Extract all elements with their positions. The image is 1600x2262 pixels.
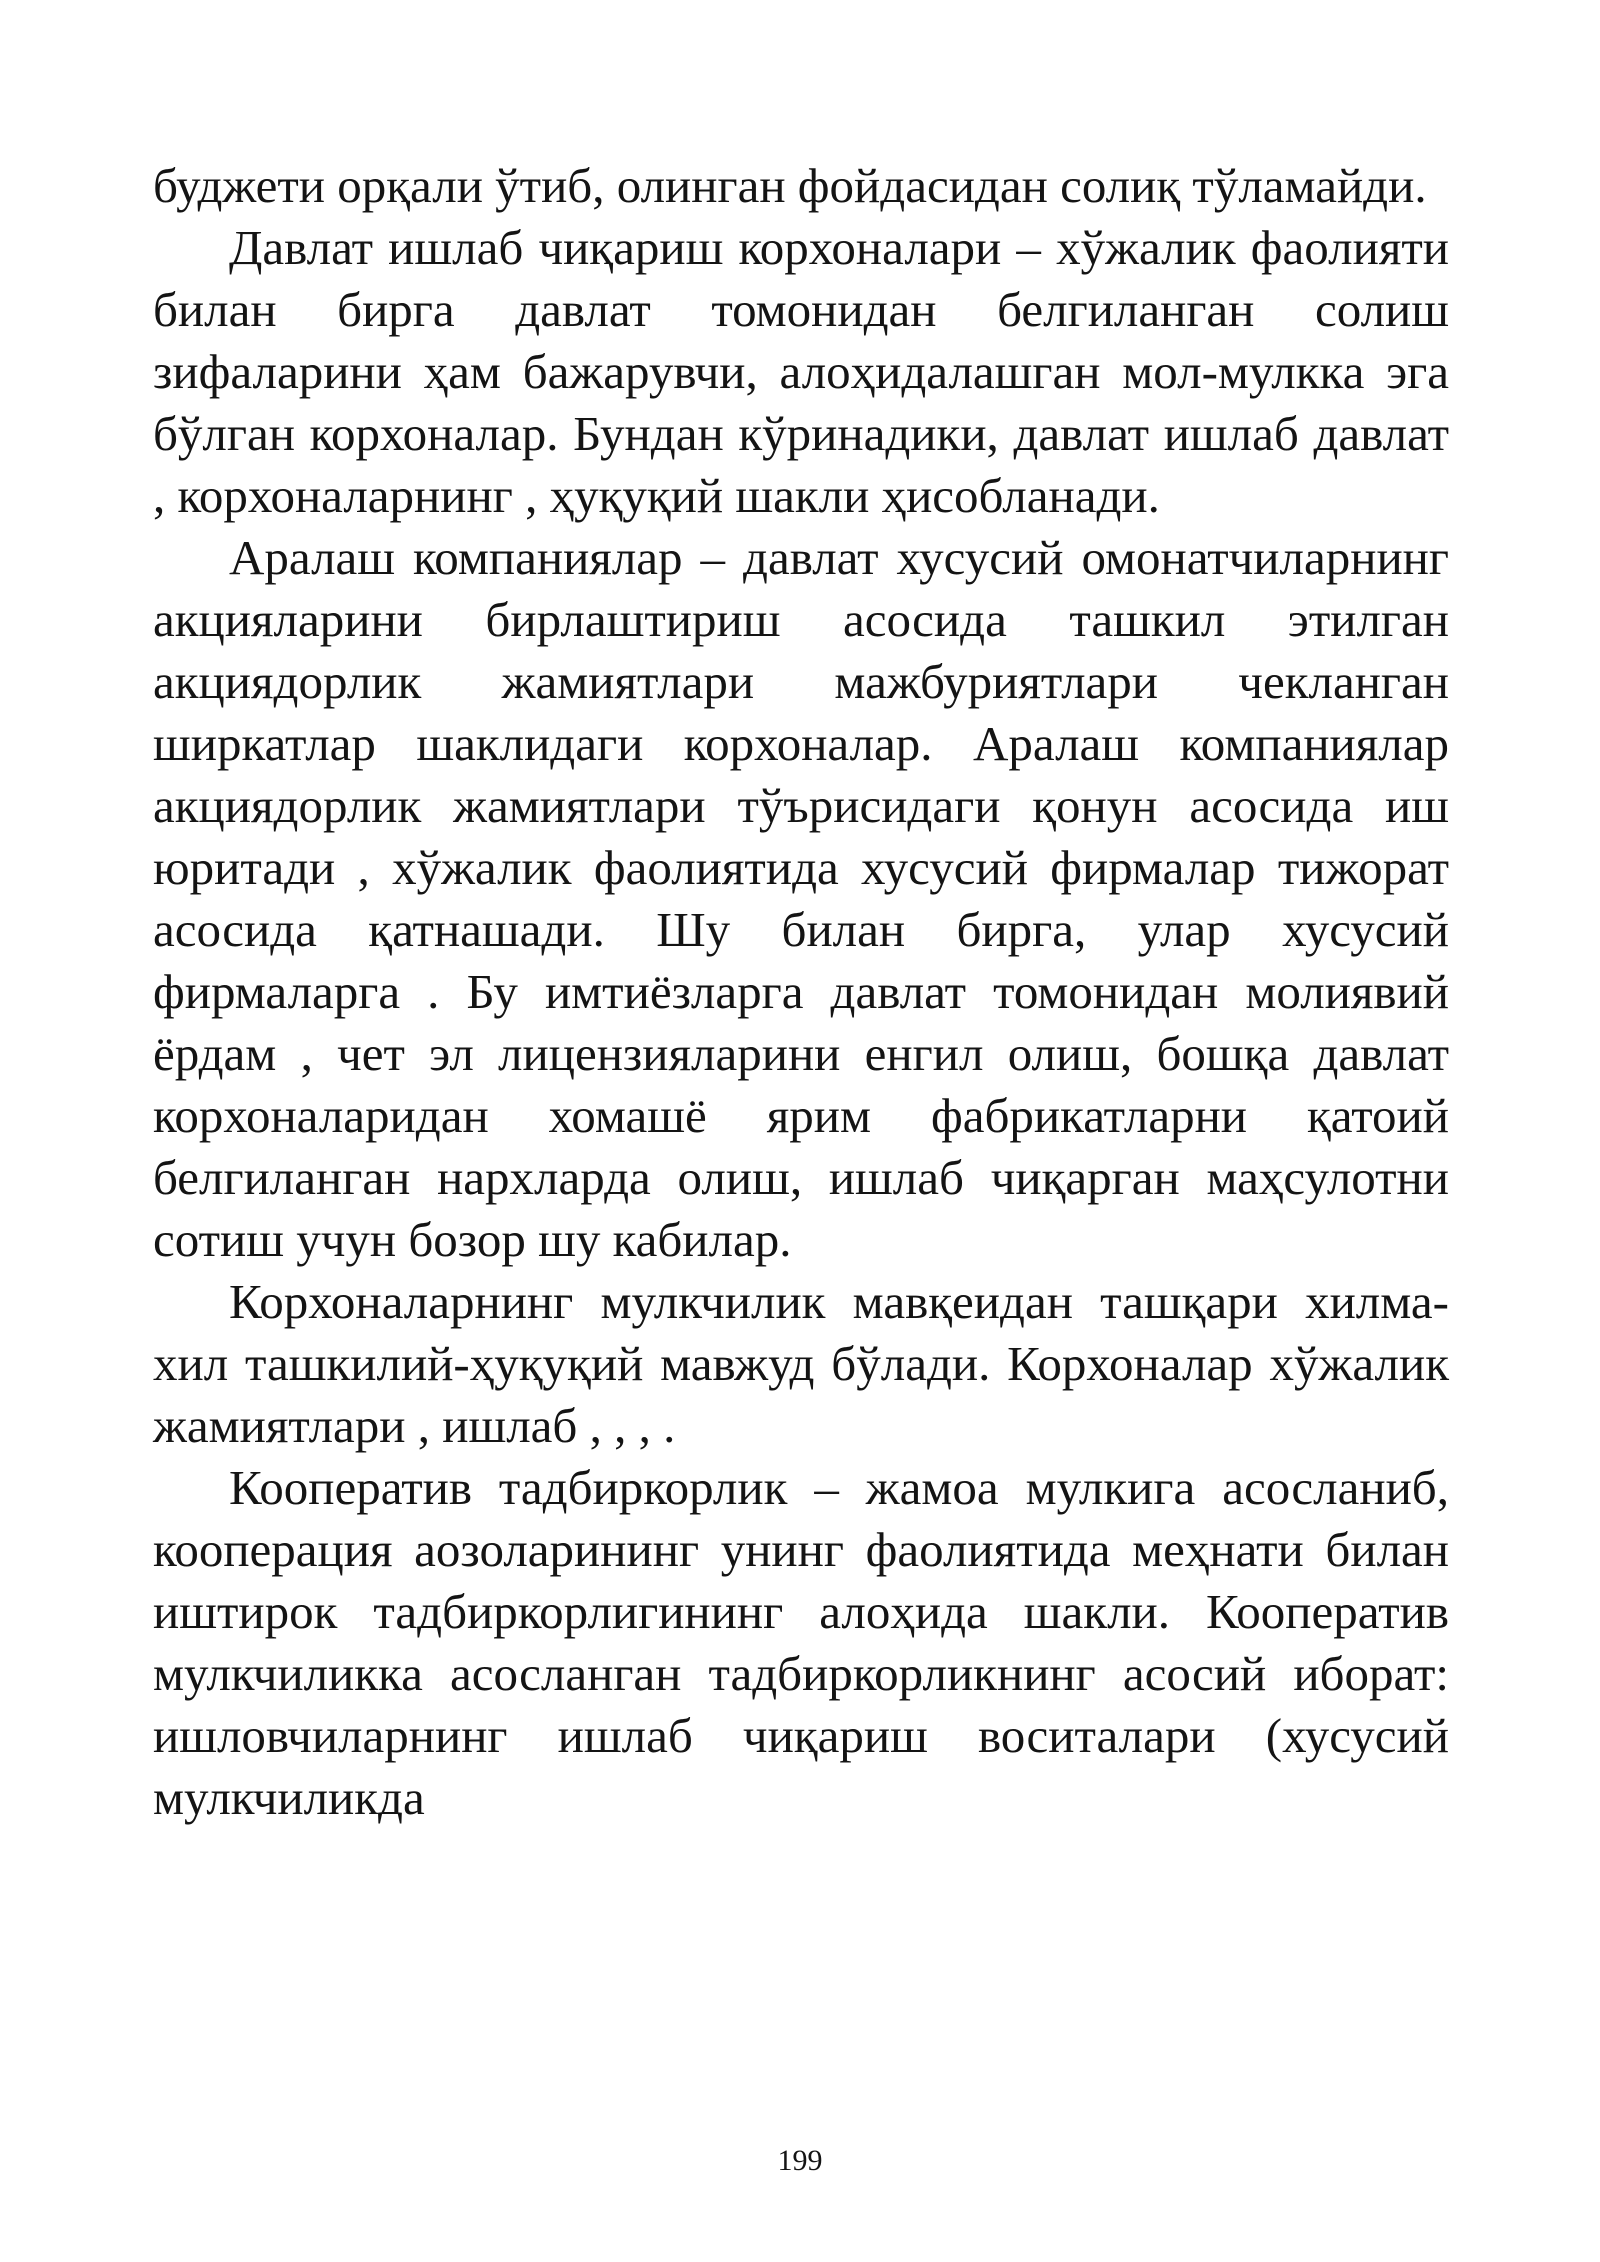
body-text: [153, 155, 1449, 1829]
paragraph-mixed-companies: Аралаш компаниялар – давлат хусусий омонатчиларнинг акцияларини бирлаштириш асосида ташкил этилган акциядорлик жамиятлари мажбуриятлари чекланган ширкатлар шаклидаги корхоналар. Аралаш компаниялар акциядорлик жамиятлари тўърисидаги қонун асосида иш юритади , хўжалик фаолиятида хусусий фирмалар тижорат асосида қатнашади. Шу билан бирга, улар хусусий фирмаларга . Бу имтиёзларга давлат томонидан молиявий ёрдам , чет эл лицензияларини енгил олиш, бошқа давлат корхоналаридан хомашё ярим фабрикатларни қатоий белгиланган нархларда олиш, ишлаб чиқарган маҳсулотни сотиш учун бозор шу кабилар.: [153, 530, 1449, 1267]
page-number: 199: [777, 2144, 823, 2177]
paragraph-legal-forms: Корхоналарнинг мулкчилик мавқеидан ташқари хилма-хил ташкилий-ҳуқуқий мавжуд бўлади. Корхоналар хўжалик жамиятлари , ишлаб , , , .: [153, 1274, 1449, 1453]
paragraph-cooperative: Кооператив тадбиркорлик – жамоа мулкига асосланиб, кооперация аозоларининг унинг фаолиятида меҳнати билан иштирок тадбиркорлигининг алоҳида шакли. Кооператив мулкчиликка асосланган тадбиркорликнинг асосий иборат: ишловчиларнинг ишлаб чиқариш воситалари (хусусий мулкчиликда: [153, 1460, 1449, 1825]
paragraph-continuation: буджети орқали ўтиб, олинган фойдасидан солиқ тўламайди.: [153, 158, 1427, 213]
paragraph-state-enterprises: Давлат ишлаб чиқариш корхоналари – хўжалик фаолияти билан бирга давлат томонидан белгиланган солиш зифаларини ҳам бажарувчи, алоҳидалашган мол-мулкка эга бўлган корхоналар. Бундан кўринадики, давлат ишлаб давлат , корхоналарнинг , ҳуқуқий шакли ҳисобланади.: [153, 220, 1449, 523]
